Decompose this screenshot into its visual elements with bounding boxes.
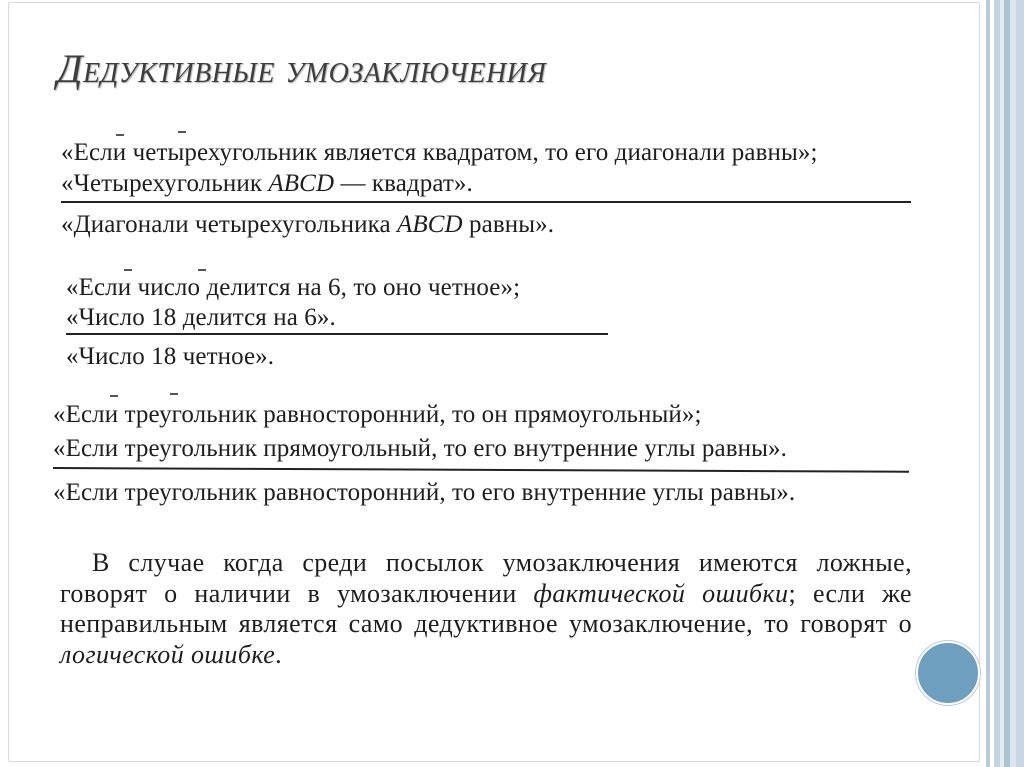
syllogism3-premise1: «Если треугольник равносторонний, то он прямоугольный»; xyxy=(53,401,702,428)
scan-mark xyxy=(110,395,118,397)
scan-mark xyxy=(170,393,178,395)
syllogism1-conclusion: «Диагонали четырехугольника ABCD равны». xyxy=(61,211,555,238)
syllogism2-premise2: «Число 18 делится на 6». xyxy=(66,304,336,331)
slide-title: Дедуктивные умозаключения xyxy=(57,46,547,91)
factual-error-term: фактической ошибки xyxy=(533,578,789,608)
scan-mark xyxy=(124,269,132,271)
syllogism2-divider xyxy=(66,333,608,335)
syllogism1-divider xyxy=(61,201,911,203)
syllogism2-premise1: «Если число делится на 6, то оно четное»; xyxy=(66,274,521,301)
scan-mark xyxy=(178,131,186,133)
scan-mark xyxy=(198,269,206,271)
syllogism3-conclusion: «Если треугольник равносторонний, то его внутренние углы равны». xyxy=(53,479,796,506)
syllogism1-premise1: «Если четырехугольник является квадратом, то его диагонали равны»; xyxy=(61,139,818,166)
syllogism3-premise2: «Если треугольник прямоугольный, то его внутренние углы равны». xyxy=(53,435,787,462)
syllogism1-premise2: «Четырехугольник ABCD — квадрат». xyxy=(61,170,473,197)
decorative-stripes xyxy=(980,0,1024,767)
decorative-circle xyxy=(916,641,980,705)
explanation-paragraph: В случае когда среди посылок умозаключения имеются ложные, говорят о наличии в умозаключении фактической ошибки; если же неправильным является само дедуктивное умозаключение, то говорят о логической ошибке. xyxy=(60,548,912,669)
syllogism2-conclusion: «Число 18 четное». xyxy=(66,343,275,370)
logical-error-term: логической ошибке xyxy=(60,639,276,669)
scan-mark xyxy=(116,134,124,136)
